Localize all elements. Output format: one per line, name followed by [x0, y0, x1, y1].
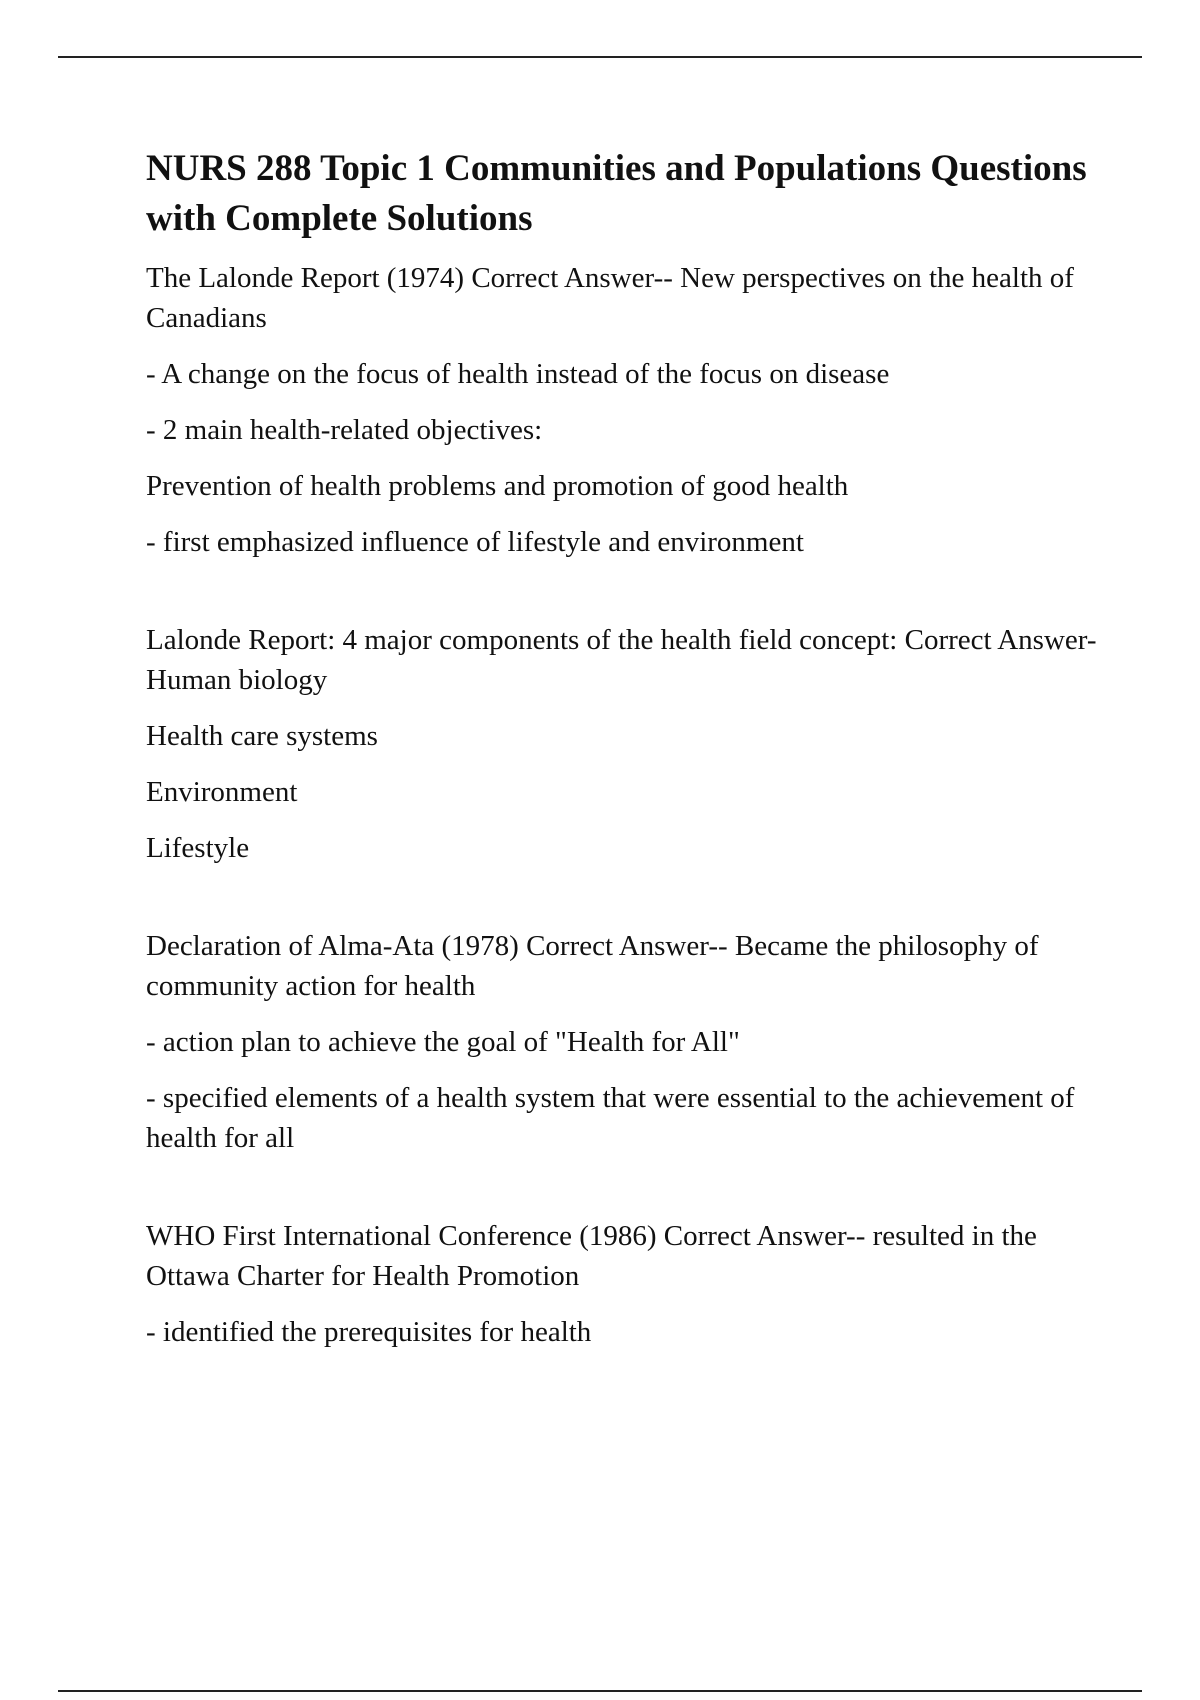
document-body [146, 144, 1106, 1352]
qa-entry-who-conference [146, 1216, 1106, 1352]
qa-line: Environment [146, 776, 298, 808]
qa-line: The Lalonde Report (1974) Correct Answer-- New perspectives on the health of Canadians [146, 262, 1074, 334]
top-rule [58, 56, 1142, 58]
qa-line: Lifestyle [146, 832, 250, 864]
qa-entry-lalonde-report [146, 258, 1106, 562]
qa-line: - action plan to achieve the goal of "Health for All" [146, 1026, 740, 1058]
qa-line: WHO First International Conference (1986) Correct Answer-- resulted in the Ottawa Charter for Health Promotion [146, 1220, 1037, 1292]
qa-line: - A change on the focus of health instead of the focus on disease [146, 358, 890, 390]
qa-line: - 2 main health-related objectives: [146, 414, 543, 446]
qa-line: - first emphasized influence of lifestyle and environment [146, 526, 804, 558]
qa-line: - specified elements of a health system that were essential to the achievement of health for all [146, 1082, 1075, 1154]
qa-line: Declaration of Alma-Ata (1978) Correct Answer-- Became the philosophy of community action for health [146, 930, 1039, 1002]
qa-line: Health care systems [146, 720, 378, 752]
qa-entry-alma-ata [146, 926, 1106, 1158]
qa-line: Prevention of health problems and promotion of good health [146, 470, 849, 502]
qa-entry-lalonde-components [146, 620, 1106, 868]
qa-line: Lalonde Report: 4 major components of the health field concept: Correct Answer-Human biology [146, 624, 1097, 696]
qa-line: - identified the prerequisites for health [146, 1316, 592, 1348]
document-title: NURS 288 Topic 1 Communities and Populations Questions with Complete Solutions [146, 148, 1087, 239]
bottom-rule [58, 1690, 1142, 1692]
